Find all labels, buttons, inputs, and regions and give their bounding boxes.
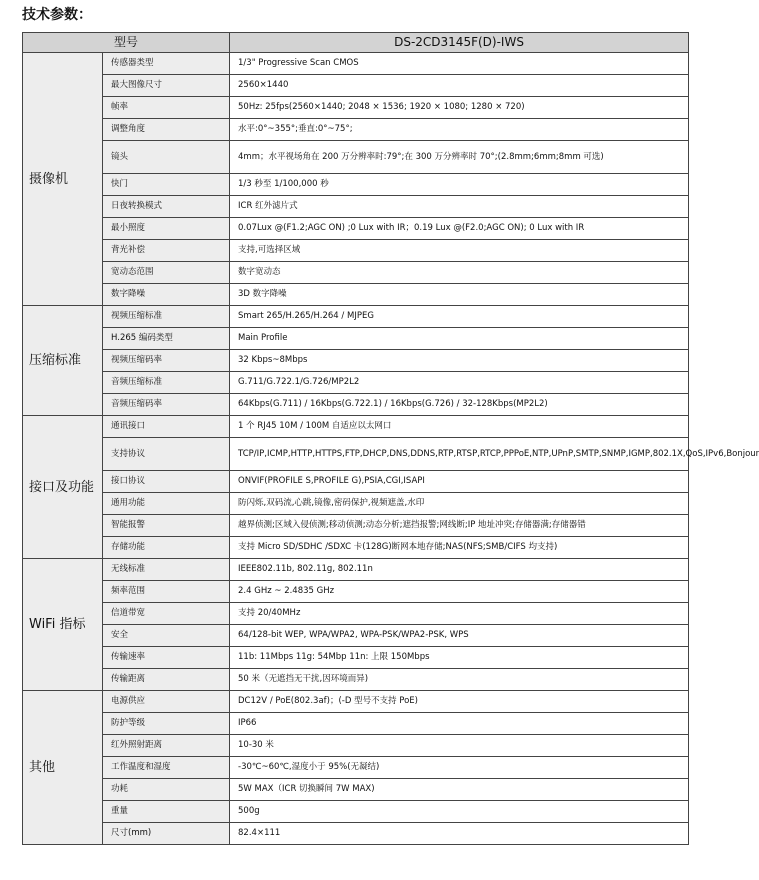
table-row — [23, 262, 689, 284]
param-label: 红外照射距离 — [103, 735, 230, 757]
param-label: 快门 — [103, 174, 230, 196]
param-label: 频率范围 — [103, 581, 230, 603]
param-label: 最大图像尺寸 — [103, 75, 230, 97]
param-value: 1/3" Progressive Scan CMOS — [230, 53, 689, 75]
param-value: Main Profile — [230, 328, 689, 350]
param-label: 调整角度 — [103, 119, 230, 141]
table-row — [23, 394, 689, 416]
param-label: 防护等级 — [103, 713, 230, 735]
table-row — [23, 471, 689, 493]
table-row — [23, 713, 689, 735]
table-row — [23, 779, 689, 801]
param-value: 50Hz: 25fps(2560×1440; 2048 × 1536; 1920 × 1080; 1280 × 720) — [230, 97, 689, 119]
table-row — [23, 823, 689, 845]
param-label: 数字降噪 — [103, 284, 230, 306]
page-title: 技术参数： — [22, 7, 92, 23]
param-label: 传输速率 — [103, 647, 230, 669]
param-value: 32 Kbps~8Mbps — [230, 350, 689, 372]
category-interface: 接口及功能 — [23, 416, 103, 559]
param-label: 宽动态范围 — [103, 262, 230, 284]
param-value: ONVIF(PROFILE S,PROFILE G),PSIA,CGI,ISAPI — [230, 471, 689, 493]
param-label: 视频压缩码率 — [103, 350, 230, 372]
param-label: 视频压缩标准 — [103, 306, 230, 328]
param-label: 传感器类型 — [103, 53, 230, 75]
table-row — [23, 757, 689, 779]
param-value: 0.07Lux @(F1.2;AGC ON) ;0 Lux with IR；0.19 Lux @(F2.0;AGC ON); 0 Lux with IR — [230, 218, 689, 240]
param-label: 镜头 — [103, 141, 230, 174]
param-value: ICR 红外滤片式 — [230, 196, 689, 218]
table-row — [23, 625, 689, 647]
param-label: 功耗 — [103, 779, 230, 801]
param-value: 数字宽动态 — [230, 262, 689, 284]
table-row — [23, 306, 689, 328]
param-value: 64Kbps(G.711) / 16Kbps(G.722.1) / 16Kbps(G.726) / 32-128Kbps(MP2L2) — [230, 394, 689, 416]
table-row — [23, 493, 689, 515]
param-value: 500g — [230, 801, 689, 823]
table-row — [23, 350, 689, 372]
table-header-row — [23, 33, 689, 53]
table-row — [23, 581, 689, 603]
param-label: 安全 — [103, 625, 230, 647]
param-value: 2560×1440 — [230, 75, 689, 97]
param-value: 支持 Micro SD/SDHC /SDXC 卡(128G)断网本地存储;NAS(NFS;SMB/CIFS 均支持) — [230, 537, 689, 559]
param-label: 背光补偿 — [103, 240, 230, 262]
param-value: 1 个 RJ45 10M / 100M 自适应以太网口 — [230, 416, 689, 438]
param-label: 重量 — [103, 801, 230, 823]
spec-table — [22, 32, 759, 845]
param-value: 2.4 GHz ~ 2.4835 GHz — [230, 581, 689, 603]
table-row — [23, 97, 689, 119]
table-row — [23, 559, 689, 581]
category-compression: 压缩标准 — [23, 306, 103, 416]
param-label: 智能报警 — [103, 515, 230, 537]
param-value: IEEE802.11b, 802.11g, 802.11n — [230, 559, 689, 581]
param-value: -30℃~60℃,湿度小于 95%(无凝结) — [230, 757, 689, 779]
param-value: 越界侦测;区域入侵侦测;移动侦测;动态分析;遮挡报警;网线断;IP 地址冲突;存储器满;存储器错 — [230, 515, 689, 537]
table-row — [23, 416, 689, 438]
param-label: 信道带宽 — [103, 603, 230, 625]
param-value: Smart 265/H.265/H.264 / MJPEG — [230, 306, 689, 328]
table-row — [23, 438, 689, 471]
param-value: 水平:0°~355°;垂直:0°~75°; — [230, 119, 689, 141]
param-label: 音频压缩码率 — [103, 394, 230, 416]
table-row — [23, 537, 689, 559]
table-row — [23, 801, 689, 823]
param-label: 工作温度和湿度 — [103, 757, 230, 779]
param-value: 64/128-bit WEP, WPA/WPA2, WPA-PSK/WPA2-PSK, WPS — [230, 625, 689, 647]
param-label: 存储功能 — [103, 537, 230, 559]
table-row — [23, 218, 689, 240]
param-value: G.711/G.722.1/G.726/MP2L2 — [230, 372, 689, 394]
param-label: 通用功能 — [103, 493, 230, 515]
param-value: DC12V / PoE(802.3af)；(-D 型号不支持 PoE) — [230, 691, 689, 713]
table-row — [23, 174, 689, 196]
header-model: DS-2CD3145F(D)-IWS — [230, 33, 689, 53]
param-value: 50 米（无遮挡无干扰,因环境而异) — [230, 669, 689, 691]
category-other: 其他 — [23, 691, 103, 845]
table-row — [23, 196, 689, 218]
param-label: 通讯接口 — [103, 416, 230, 438]
table-row — [23, 53, 689, 75]
table-row — [23, 691, 689, 713]
param-value: IP66 — [230, 713, 689, 735]
table-row — [23, 328, 689, 350]
param-value: 4mm；水平视场角在 200 万分辨率时:79°;在 300 万分辨率时 70°;(2.8mm;6mm;8mm 可选) — [230, 141, 689, 174]
param-label: 传输距离 — [103, 669, 230, 691]
table-row — [23, 119, 689, 141]
table-row — [23, 603, 689, 625]
table-row — [23, 647, 689, 669]
param-label: 接口协议 — [103, 471, 230, 493]
param-label: 音频压缩标准 — [103, 372, 230, 394]
table-row — [23, 284, 689, 306]
param-label: 无线标准 — [103, 559, 230, 581]
param-label: 尺寸(mm) — [103, 823, 230, 845]
param-value: 11b: 11Mbps 11g: 54Mbp 11n: 上限 150Mbps — [230, 647, 689, 669]
param-value: 3D 数字降噪 — [230, 284, 689, 306]
param-value: 防闪烁,双码流,心跳,镜像,密码保护,视频遮盖,水印 — [230, 493, 689, 515]
table-row — [23, 372, 689, 394]
param-value: TCP/IP,ICMP,HTTP,HTTPS,FTP,DHCP,DNS,DDNS,RTP,RTSP,RTCP,PPPoE,NTP,UPnP,SMTP,SNMP,IGMP,802.1X,QoS,IPv6,Bonjour — [230, 438, 689, 471]
category-wifi: WiFi 指标 — [23, 559, 103, 691]
param-value: 82.4×111 — [230, 823, 689, 845]
param-label: 支持协议 — [103, 438, 230, 471]
table-row — [23, 141, 689, 174]
table-row — [23, 669, 689, 691]
table-row — [23, 515, 689, 537]
table-row — [23, 75, 689, 97]
param-value: 支持,可选择区域 — [230, 240, 689, 262]
param-label: H.265 编码类型 — [103, 328, 230, 350]
param-label: 帧率 — [103, 97, 230, 119]
param-label: 日夜转换模式 — [103, 196, 230, 218]
param-value: 1/3 秒至 1/100,000 秒 — [230, 174, 689, 196]
param-label: 最小照度 — [103, 218, 230, 240]
category-camera: 摄像机 — [23, 53, 103, 306]
param-value: 10-30 米 — [230, 735, 689, 757]
param-label: 电源供应 — [103, 691, 230, 713]
table-row — [23, 240, 689, 262]
param-value: 支持 20/40MHz — [230, 603, 689, 625]
header-label: 型号 — [23, 33, 230, 53]
table-row — [23, 735, 689, 757]
param-value: 5W MAX（ICR 切换瞬间 7W MAX) — [230, 779, 689, 801]
